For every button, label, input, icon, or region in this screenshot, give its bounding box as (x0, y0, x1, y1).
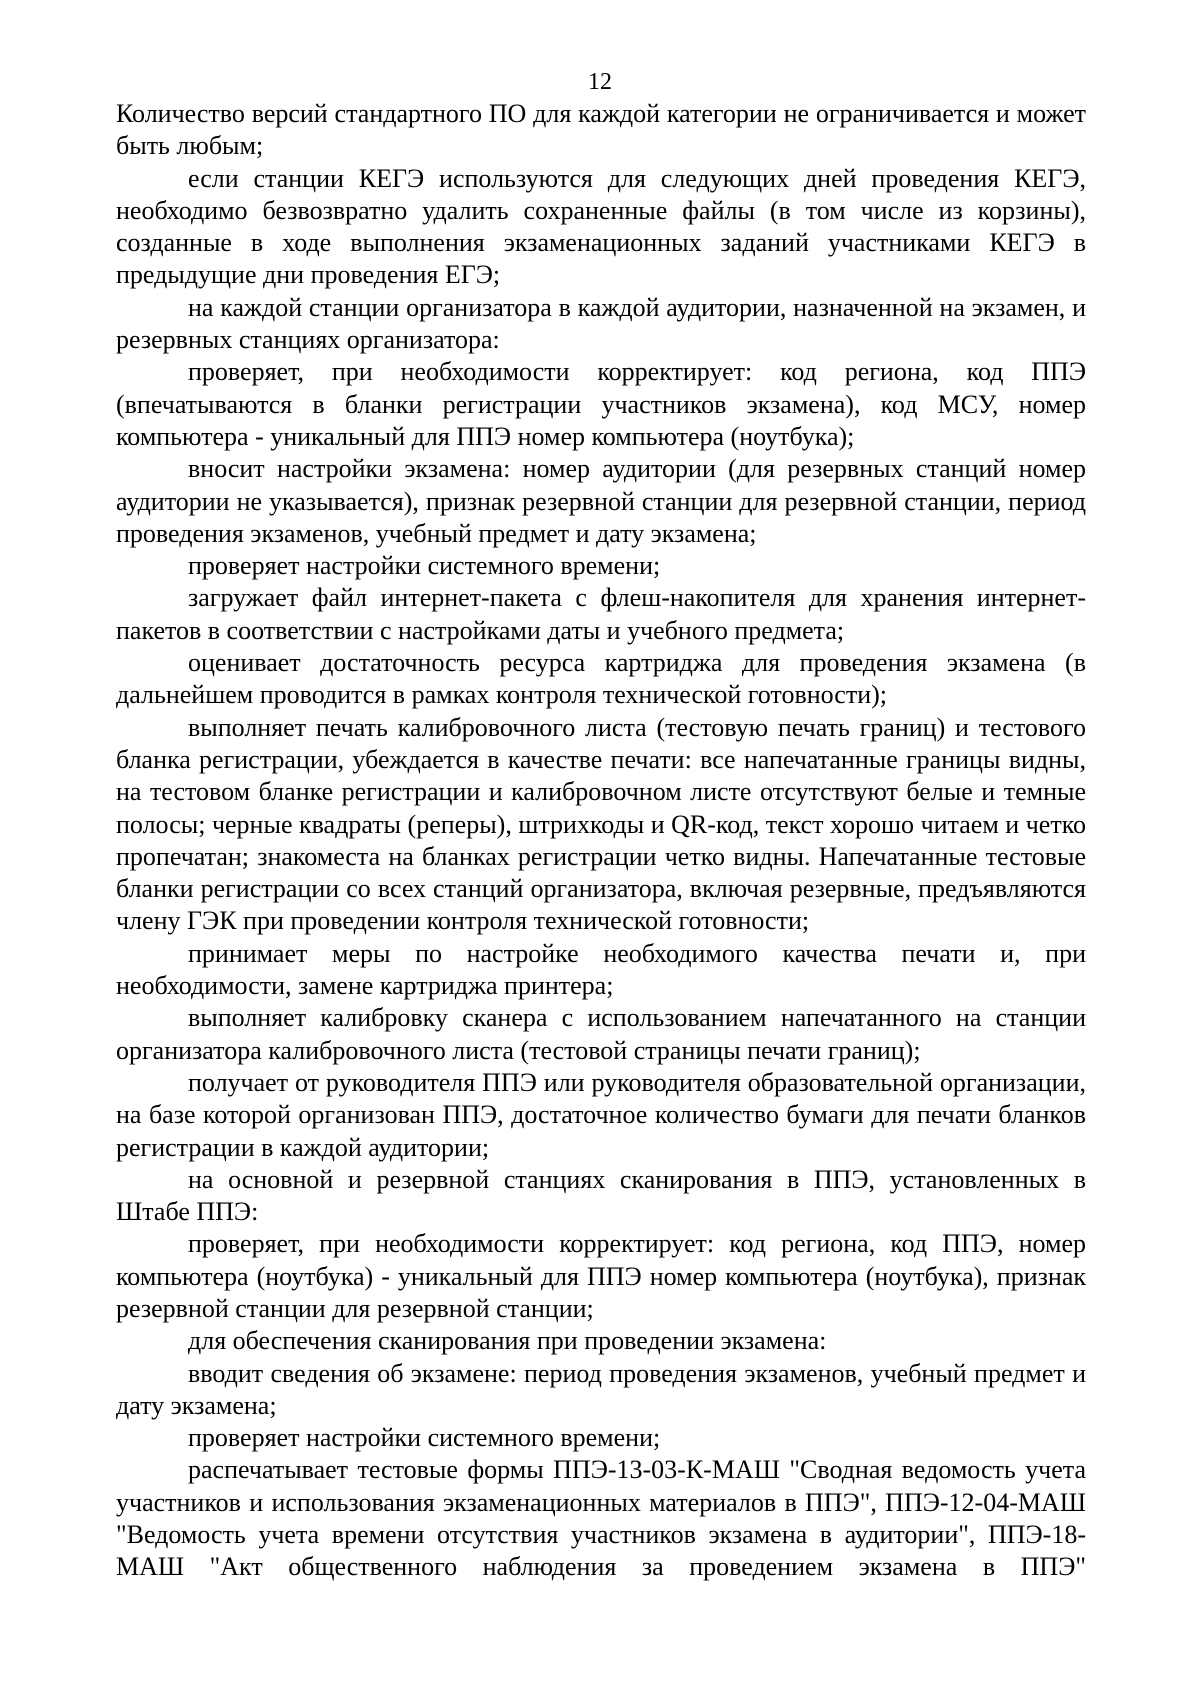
paragraph-17: проверяет настройки системного времени; (188, 1423, 661, 1453)
paragraph-12: получает от руководителя ППЭ или руководителя образовательной организации, на базе которой организован ППЭ, достаточное количество бумаги для печати бланков регистрации в каждой аудитории; (116, 1067, 1086, 1162)
paragraph-16: вводит сведения об экзамене: период проведения экзаменов, учебный предмет и дату экзамена; (116, 1358, 1086, 1420)
paragraph-5: вносит настройки экзамена: номер аудитории (для резервных станций номер аудитории не указывается), признак резервной станции для резервной станции, период проведения экзаменов, учебный предмет и дату экзамена; (116, 454, 1086, 548)
page-number: 12 (588, 69, 612, 95)
paragraph-9: выполняет печать калибровочного листа (тестовую печать границ) и тестового бланка регистрации, убеждается в качестве печати: все напечатанные границы видны, на тестовом бланке регистрации и калибровочном листе отсутствуют белые и темные полосы; черные квадраты (реперы), штрихкоды и QR-код, текст хорошо читаем и четко пропечатан; знакоместа на бланках регистрации четко видны. Напечатанные тестовые бланки регистрации со всех станций организатора, включая резервные, предъявляются члену ГЭК при проведении контроля технической готовности; (116, 712, 1086, 936)
paragraph-4: проверяет, при необходимости корректирует: код региона, код ППЭ (впечатываются в бланки регистрации участников экзамена), код МСУ, номер компьютера - уникальный для ППЭ номер компьютера (ноутбука); (116, 357, 1086, 451)
document-body (116, 98, 1086, 1584)
paragraph-3: на каждой станции организатора в каждой аудитории, назначенной на экзамен, и резервных станциях организатора: (116, 292, 1086, 355)
paragraph-7: загружает файл интернет-пакета с флеш-накопителя для хранения интернет-пакетов в соответствии с настройками даты и учебного предмета; (116, 583, 1086, 645)
paragraph-10: принимает меры по настройке необходимого качества печати и, при необходимости, замене картриджа принтера; (116, 938, 1086, 1001)
paragraph-8: оценивает достаточность ресурса картриджа для проведения экзамена (в дальнейшем проводится в рамках контроля технической готовности); (116, 648, 1086, 710)
paragraph-13: на основной и резервной станциях сканирования в ППЭ, установленных в Штабе ППЭ: (116, 1164, 1086, 1227)
paragraph-2: если станции КЕГЭ используются для следующих дней проведения КЕГЭ, необходимо безвозвратно удалить сохраненные файлы (в том числе из корзины), созданные в ходе выполнения экзаменационных заданий участниками КЕГЭ в предыдущие дни проведения ЕГЭ; (116, 163, 1086, 290)
paragraph-6: проверяет настройки системного времени; (188, 551, 661, 581)
paragraph-14: проверяет, при необходимости корректирует: код региона, код ППЭ, номер компьютера (ноутбука) - уникальный для ППЭ номер компьютера (ноутбука), признак резервной станции для резервной станции; (116, 1229, 1086, 1323)
paragraph-18: распечатывает тестовые формы ППЭ-13-03-К-МАШ "Сводная ведомость учета участников и использования экзаменационных материалов в ППЭ", ППЭ-12-04-МАШ "Ведомость учета времени отсутствия участников экзамена в аудитории", ППЭ-18-МАШ "Акт общественного наблюдения за проведением экзамена в ППЭ" (116, 1455, 1086, 1582)
paragraph-15: для обеспечения сканирования при проведении экзамена: (188, 1326, 827, 1356)
paragraph-11: выполняет калибровку сканера с использованием напечатанного на станции организатора калибровочного листа (тестовой страницы печати границ); (116, 1003, 1086, 1065)
paragraph-1: Количество версий стандартного ПО для каждой категории не ограничивается и может быть любым; (116, 99, 1086, 161)
